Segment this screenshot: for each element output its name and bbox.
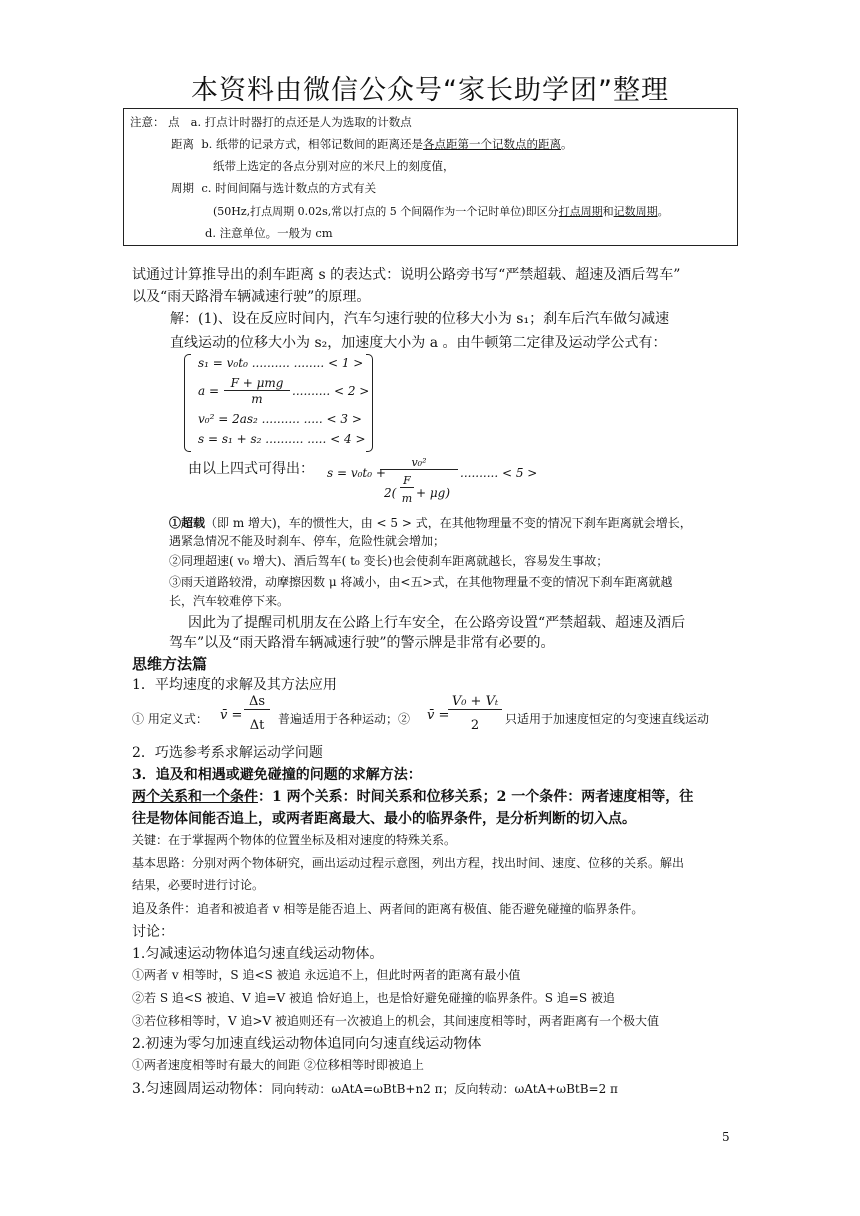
equation-2-lhs: a = [198,384,220,398]
page-number: 5 [722,1130,730,1144]
question-line-2: 以及“雨天路滑车辆减速行驶”的原理。 [132,289,371,305]
note-line-1 [130,114,412,130]
note-line-3: 纸带上选定的各点分别对应的米尺上的刻度值， [213,159,455,173]
note-text: 。 [657,205,669,218]
discussion-3-label: 3.匀速圆周运动物体： [132,1081,272,1097]
note-line-5 [213,203,669,219]
condition-label: 追及条件： [132,902,198,917]
note-underline: 记数周期 [613,205,658,218]
solution-line-2: 直线运动的位移大小为 s₂，加速度大小为 a 。由牛顿第二定律及运动学公式有： [170,335,667,351]
heading-2: 2．巧选参考系求解运动学问题 [132,745,323,761]
equation-5-tag: .......... < 5 > [460,466,538,480]
idea-line-1: 基本思路：分别对两个物体研究，画出运动过程示意图，列出方程，找出时间、速度、位移的关系。解出 [132,856,685,870]
left-brace [184,354,191,452]
discussion-3-text: 同向转动：ωAtA=ωBtB+n2 π；反向转动：ωAtA+ωBtB=2 π [271,1082,618,1096]
rule-line-1 [132,786,693,806]
equation-1: s₁ = v₀t₀ .......... ........ < 1 > [198,356,364,370]
discussion-2: 2.初速为零匀加速直线运动物体追同向匀速直线运动物体 [132,1036,482,1052]
note-text: c. 时间间隔与选计数点的方式有关 [201,181,377,195]
discussion-label: 讨论： [132,924,174,940]
rule-line-2: 往是物体间能否追上，或两者距离最大、最小的临界条件，是分析判断的切入点。 [132,811,636,827]
formula-1-note: 普遍适用于各种运动；② [278,712,411,726]
note-text: (50Hz,打点周期 0.02s,常以打点的 5 个间隔作为一个记时单位)即区分 [213,205,559,218]
discussion-1c: ③若位移相等时，V 追>V 被追则还有一次被追上的机会，其间速度相等时，两者距离有一个极大值 [132,1014,660,1028]
note-line-4 [171,180,376,196]
derive-text: 由以上四式可得出： [188,461,314,477]
equation-5-den-a: 2( [384,486,397,500]
discussion-1: 1.匀减速运动物体追匀速直线运动物体。 [132,946,384,962]
formula-2-note: 只适用于加速度恒定的匀变速直线运动 [505,712,710,726]
note-prefix: 周期 [171,181,194,195]
discussion-1b: ②若 S 追<S 被追、V 追=V 被追 恰好追上，也是恰好避免碰撞的临界条件。S 追=S 被追 [132,991,615,1005]
equation-3: v₀² = 2as₂ .......... ..... < 3 > [198,412,362,426]
discussion-2a: ①两者速度相等时有最大的间距 ②位移相等时即被追上 [132,1058,424,1072]
solution-line-1: 解：(1)、设在反应时间内，汽车匀速行驶的位移大小为 s₁；刹车后汽车做匀减速 [170,311,670,327]
note-prefix: 注意： 点 [130,115,180,129]
formula-1-prefix: ① 用定义式： [132,712,208,726]
question-line-1: 试通过计算推导出的刹车距离 s 的表达式：说明公路旁书写“严禁超载、超速及酒后驾车” [132,267,681,283]
discussion-1a: ①两者 v 相等时，S 追<S 被追 永远追不上，但此时两者的距离有最小值 [132,968,521,982]
note-prefix: 距离 [171,137,194,151]
equation-2-tag: .......... < 2 > [292,384,370,398]
formula-2-lhs: v̄ = [427,708,450,723]
conclusion-line-1: 因此为了提醒司机朋友在公路上行车安全，在公路旁设置“严禁超载、超速及酒后 [188,615,686,631]
note-text: a. 打点计时器打的点还是人为选取的计数点 [190,115,412,129]
point-1-continued: 遇紧急情况不能及时刹车、停车，危险性就会增加； [169,534,446,548]
heading-3: 3．追及和相遇或避免碰撞的问题的求解方法： [132,767,422,783]
equation-2-numerator: F + μmg [224,376,290,391]
note-underline: 打点周期 [558,205,603,218]
discussion-3 [132,1078,618,1098]
equation-5-den-m: m [401,492,413,505]
formula-1-numerator: Δs [244,694,270,710]
right-brace [366,354,373,452]
note-line-6: d. 注意单位。一般为 cm [205,226,333,240]
note-line-2 [171,136,572,152]
equation-5-numerator: v₀² [380,456,458,470]
formula-1-lhs: v̄ = [220,708,243,723]
condition-line [132,898,643,917]
equation-4: s = s₁ + s₂ .......... ..... < 4 > [198,432,366,446]
formula-1-denominator: Δt [249,718,265,733]
equation-5-den-f: F [400,474,414,488]
note-text: 和 [602,205,614,218]
note-underline: 各点距第一个记数点的距离 [422,137,561,151]
idea-line-2: 结果，必要时进行讨论。 [132,878,265,892]
section-title: 思维方法篇 [132,655,208,673]
equation-5-lhs: s = v₀t₀ + [327,466,386,480]
equation-5-den-b: + μg) [416,486,451,500]
page-header: 本资料由微信公众号“家长助学团”整理 [191,75,669,106]
formula-2-denominator: 2 [470,718,480,733]
equation-2-denominator: m [251,392,263,406]
formula-2-numerator: V₀ + Vₜ [448,694,502,710]
point-1 [169,514,692,531]
point-3-continued: 长，汽车较难停下来。 [169,594,290,608]
note-text: 。 [560,137,573,151]
rule-text: ：1 两个关系：时间关系和位移关系；2 一个条件：两者速度相等，往 [258,789,694,805]
point-3: ③雨天道路较滑，动摩擦因数 μ 将减小，由<五>式，在其他物理量不变的情况下刹车距离就越 [169,575,673,589]
point-1-label: ①超载 [169,516,206,530]
rule-underline: 两个关系和一个条件 [132,789,258,805]
conclusion-line-2: 驾车”以及“雨天路滑车辆减速行驶”的警示牌是非常有必要的。 [169,635,555,651]
heading-1: 1．平均速度的求解及其方法应用 [132,677,337,693]
note-text: b. 纸带的记录方式，相邻记数间的距离还是 [201,137,423,151]
condition-text: 追者和被追者 v 相等是能否追上、两者间的距离有极值、能否避免碰撞的临界条件。 [197,902,644,916]
point-2: ②同理超速( v₀ 增大)、酒后驾车( t₀ 变长)也会使刹车距离就越长，容易发生事故； [169,554,609,568]
point-1-text: （即 m 增大)，车的惯性大，由 < 5 > 式，在其他物理量不变的情况下刹车距离就会增长， [205,516,692,530]
key-text: 关键：在于掌握两个物体的位置坐标及相对速度的特殊关系。 [132,833,457,847]
